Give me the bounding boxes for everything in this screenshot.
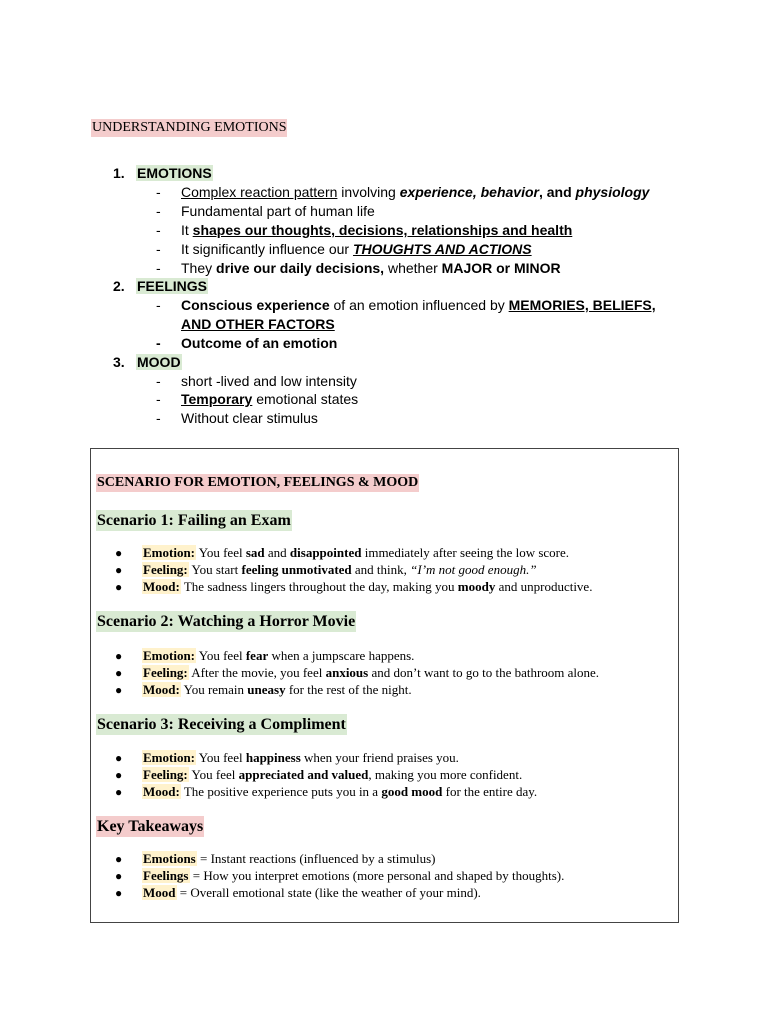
list-item xyxy=(115,749,537,766)
text: MAJOR or MINOR xyxy=(441,260,561,276)
page-title: UNDERSTANDING EMOTIONS xyxy=(92,120,287,135)
text: disappointed xyxy=(289,545,362,560)
text: Complex reaction pattern xyxy=(181,184,338,200)
list-item xyxy=(115,783,537,800)
section-number: 3. xyxy=(113,354,125,370)
list-item xyxy=(115,850,564,867)
list-item xyxy=(156,183,649,202)
list-item xyxy=(156,259,561,278)
list-item xyxy=(156,334,337,353)
text: After the movie, you feel xyxy=(188,665,326,680)
text: , and xyxy=(538,184,576,200)
text: moody xyxy=(457,579,496,594)
text: You start xyxy=(188,562,242,577)
text: physiology xyxy=(575,184,650,200)
bullet-icon: ● xyxy=(115,580,123,594)
scenario-2-heading: Scenario 2: Watching a Horror Movie xyxy=(97,613,356,630)
text: Outcome of an emotion xyxy=(181,335,338,351)
list-item xyxy=(115,561,592,578)
text: You feel xyxy=(196,545,246,560)
text: Temporary xyxy=(181,391,253,407)
section-label: MOOD xyxy=(137,354,181,370)
text: “I’m not good enough.” xyxy=(410,562,537,577)
dash-marker: - xyxy=(156,335,161,351)
key-label: Feeling: xyxy=(143,767,188,782)
section-mood xyxy=(113,353,182,372)
scenario-1-heading: Scenario 1: Failing an Exam xyxy=(97,512,291,529)
text: , making you more confident. xyxy=(368,767,523,782)
key-label: Emotion: xyxy=(143,545,195,560)
text: AND OTHER FACTORS xyxy=(181,316,335,332)
bullet-icon: ● xyxy=(115,768,123,782)
list-item xyxy=(156,221,572,240)
list-item xyxy=(115,664,599,681)
text: The positive experience puts you in a xyxy=(180,784,382,799)
bullet-icon: ● xyxy=(115,683,123,697)
text: It significantly influence our xyxy=(181,241,353,257)
key-takeaways-heading: Key Takeaways xyxy=(97,818,204,835)
text: and don’t want to go to the bathroom alone. xyxy=(368,665,600,680)
scenario-box-title: SCENARIO FOR EMOTION, FEELINGS & MOOD xyxy=(97,475,419,490)
dash-marker: - xyxy=(156,184,161,200)
list-item xyxy=(156,240,532,259)
text: for the entire day. xyxy=(442,784,538,799)
list-item xyxy=(115,544,592,561)
text: The sadness lingers throughout the day, making you xyxy=(180,579,458,594)
list-item-continuation xyxy=(181,315,335,334)
section-emotions xyxy=(113,164,213,183)
text: sad xyxy=(245,545,265,560)
scenario-3-heading: Scenario 3: Receiving a Compliment xyxy=(97,716,346,733)
bullet-icon: ● xyxy=(115,666,123,680)
dash-marker: - xyxy=(156,391,161,407)
text: Conscious experience xyxy=(181,297,330,313)
text: fear xyxy=(245,648,269,663)
text: emotional states xyxy=(252,391,359,407)
bullet-icon: ● xyxy=(115,886,123,900)
list-item xyxy=(115,578,592,595)
text: Fundamental part of human life xyxy=(181,203,375,219)
list-item xyxy=(115,681,599,698)
dash-marker: - xyxy=(156,297,161,313)
key-label: Emotion: xyxy=(143,750,195,765)
text: for the rest of the night. xyxy=(285,682,412,697)
text: You feel xyxy=(196,750,246,765)
list-item xyxy=(156,372,357,391)
text: of an emotion influenced by xyxy=(329,297,509,313)
list-item xyxy=(156,409,318,428)
bullet-icon: ● xyxy=(115,649,123,663)
list-item xyxy=(156,390,358,409)
text: when a jumpscare happens. xyxy=(268,648,415,663)
text: and unproductive. xyxy=(495,579,593,594)
key-label: Mood: xyxy=(143,682,180,697)
text: immediately after seeing the low score. xyxy=(361,545,570,560)
text: It xyxy=(181,222,193,238)
text: good mood xyxy=(381,784,443,799)
key-label: Feeling: xyxy=(143,562,188,577)
key-label: Emotion: xyxy=(143,648,195,663)
text: feeling unmotivated xyxy=(241,562,352,577)
section-label: EMOTIONS xyxy=(137,165,212,181)
key-label: Emotions xyxy=(143,851,196,866)
list-item xyxy=(115,867,564,884)
bullet-icon: ● xyxy=(115,869,123,883)
section-number: 2. xyxy=(113,278,125,294)
key-label: Feeling: xyxy=(143,665,188,680)
bullet-icon: ● xyxy=(115,563,123,577)
dash-marker: - xyxy=(156,373,161,389)
list-item xyxy=(156,296,656,315)
key-label: Mood: xyxy=(143,784,180,799)
text: Without clear stimulus xyxy=(181,410,318,426)
key-label: Mood: xyxy=(143,579,180,594)
text: You feel xyxy=(188,767,239,782)
text: shapes our thoughts, decisions, relationships and health xyxy=(192,222,573,238)
text: They xyxy=(181,260,217,276)
key-takeaways-list xyxy=(115,850,564,901)
section-feelings xyxy=(113,277,208,296)
text: anxious xyxy=(325,665,369,680)
text: drive our daily decisions, xyxy=(216,260,385,276)
text: = Overall emotional state (like the weather of your mind). xyxy=(176,885,481,900)
scenario-1-list xyxy=(115,544,592,595)
text: when your friend praises you. xyxy=(300,750,459,765)
text: experience, behavior xyxy=(399,184,539,200)
text: appreciated and valued xyxy=(238,767,369,782)
key-label: Mood xyxy=(143,885,176,900)
section-label: FEELINGS xyxy=(137,278,208,294)
text: MEMORIES, BELIEFS, xyxy=(508,297,656,313)
text: involving xyxy=(337,184,400,200)
dash-marker: - xyxy=(156,410,161,426)
section-number: 1. xyxy=(113,165,125,181)
text: uneasy xyxy=(247,682,286,697)
text: = Instant reactions (influenced by a stimulus) xyxy=(196,851,436,866)
bullet-icon: ● xyxy=(115,546,123,560)
list-item xyxy=(156,202,375,221)
list-item xyxy=(115,647,599,664)
text: short -lived and low intensity xyxy=(181,373,357,389)
dash-marker: - xyxy=(156,203,161,219)
text: and think, xyxy=(351,562,411,577)
list-item xyxy=(115,884,564,901)
scenario-3-list xyxy=(115,749,537,800)
bullet-icon: ● xyxy=(115,751,123,765)
text: and xyxy=(264,545,290,560)
dash-marker: - xyxy=(156,222,161,238)
key-label: Feelings xyxy=(143,868,189,883)
dash-marker: - xyxy=(156,260,161,276)
text: You feel xyxy=(196,648,246,663)
text: You remain xyxy=(180,682,248,697)
list-item xyxy=(115,766,537,783)
text: = How you interpret emotions (more personal and shaped by thoughts). xyxy=(189,868,565,883)
text: whether xyxy=(384,260,442,276)
bullet-icon: ● xyxy=(115,852,123,866)
text: THOUGHTS AND ACTIONS xyxy=(352,241,532,257)
dash-marker: - xyxy=(156,241,161,257)
scenario-2-list xyxy=(115,647,599,698)
bullet-icon: ● xyxy=(115,785,123,799)
text: happiness xyxy=(245,750,301,765)
